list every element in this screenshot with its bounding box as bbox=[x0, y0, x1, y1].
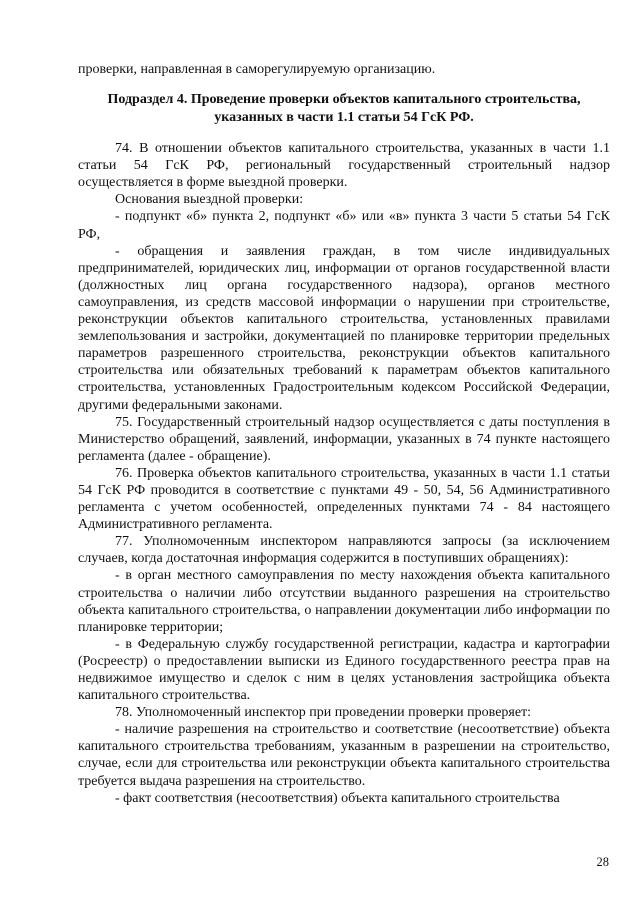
document-body bbox=[78, 61, 610, 807]
paragraph-78-item-1: - наличие разрешения на строительство и соответствие (несоответствие) объекта капитального строительства требованиям, указанным в разрешении на строительство, случае, если для строительства или реконструкции объекта капитального строительства требуется выдача разрешения на строительство. bbox=[78, 722, 610, 789]
paragraph-74: 74. В отношении объектов капитального строительства, указанных в части 1.1 статьи 54 ГсК РФ, региональный государственный строительный надзор осуществляется в форме выездной проверки. bbox=[78, 141, 610, 191]
paragraph-grounds-item-1: - подпункт «б» пункта 2, подпункт «б» или «в» пункта 3 части 5 статьи 54 ГсК РФ, bbox=[78, 209, 610, 242]
paragraph-78-item-2: - факт соответствия (несоответствия) объекта капитального строительства bbox=[115, 790, 560, 806]
paragraph-grounds-item-2: - обращения и заявления граждан, в том числе индивидуальных предпринимателей, юридических лиц, информации от органов государственной власти (должностных лиц органа государственного надзора), органов местного самоуправления, из средств массовой информации о нарушении при строительстве, реконструкции объектов капитального строительства, установленных правилами землепользования и застройки, документацией по планировке территории предельных параметров разрешенного строительства, реконструкции объектов капитального строительства или обязательных требований к параметрам объектов капитального строительства, установленных Градостроительным кодексом Российской Федерации, другими федеральными законами. bbox=[78, 243, 610, 413]
paragraph-grounds: Основания выездной проверки: bbox=[115, 192, 304, 208]
paragraph-77-item-1: - в орган местного самоуправления по месту нахождения объекта капитального строительства о наличии либо отсутствии выданного разрешения на строительство объекта капитального строительства, о направлении документации либо информации по планировке территории; bbox=[78, 568, 610, 635]
paragraph-78: 78. Уполномоченный инспектор при проведении проверки проверяет: bbox=[115, 705, 532, 721]
paragraph-77-item-2: - в Федеральную службу государственной регистрации, кадастра и картографии (Росреестр) о предоставлении выписки из Единого государственного реестра прав на недвижимое имущество и сделок с ним в целях установления застройщика объекта капитального строительства. bbox=[78, 636, 610, 704]
paragraph-76: 76. Проверка объектов капитального строительства, указанных в части 1.1 статьи 54 ГсК РФ проводится в соответствие с пунктами 49 - 50, 54, 56 Административного регламента с учетом особенностей, определенных пунктами 74 - 84 настоящего Административного регламента. bbox=[78, 465, 610, 533]
continuation-line: проверки, направленная в саморегулируемую организацию. bbox=[78, 62, 436, 77]
subsection-heading: Подраздел 4. Проведение проверки объектов капитального строительства, указанных в части 1.1 статьи 54 ГсК РФ. bbox=[107, 92, 581, 126]
page-number: 28 bbox=[596, 855, 609, 869]
paragraph-77: 77. Уполномоченным инспектором направляются запросы (за исключением случаев, когда достаточная информация содержится в поступивших обращениях): bbox=[78, 534, 610, 567]
paragraph-75: 75. Государственный строительный надзор осуществляется с даты поступления в Министерство обращений, заявлений, информации, указанных в 74 пункте настоящего регламента (далее - обращение). bbox=[78, 414, 610, 464]
